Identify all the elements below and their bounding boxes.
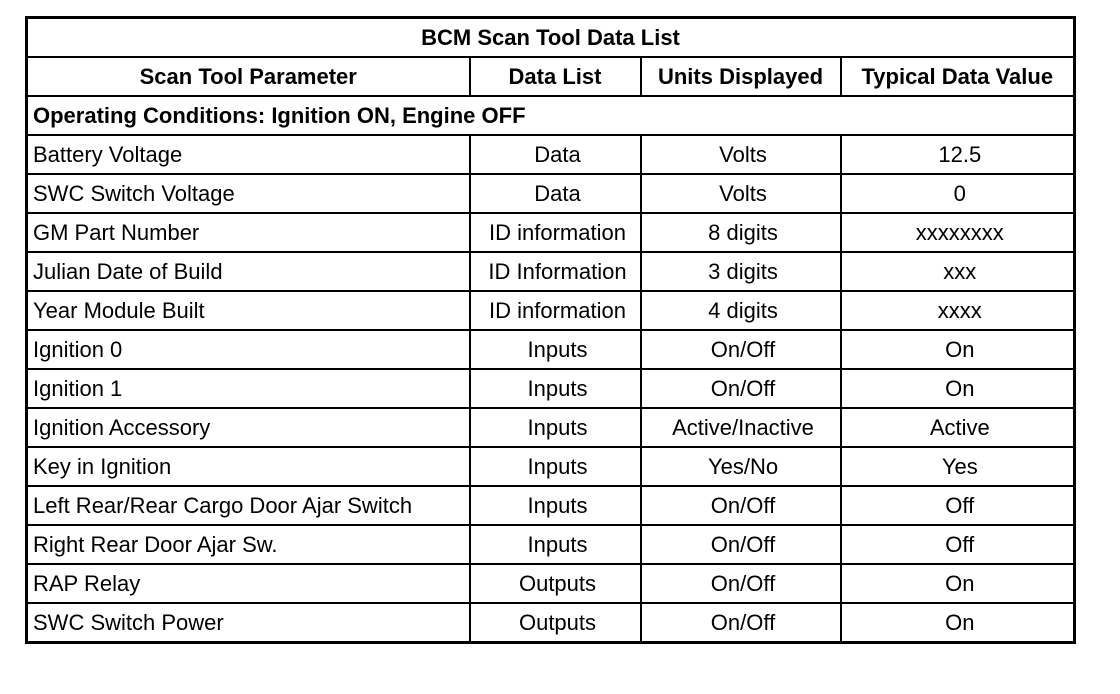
cell-data-list: Inputs (470, 408, 641, 447)
cell-typical-value: Yes (841, 447, 1075, 486)
cell-data-list: Inputs (470, 525, 641, 564)
cell-data-list: Inputs (470, 369, 641, 408)
cell-parameter: Ignition 0 (27, 330, 470, 369)
cell-data-list: ID Information (470, 252, 641, 291)
table-row (27, 174, 1075, 213)
table-row (27, 408, 1075, 447)
table-row (27, 213, 1075, 252)
table-row (27, 369, 1075, 408)
cell-parameter: SWC Switch Power (27, 603, 470, 643)
cell-typical-value: Off (841, 486, 1075, 525)
table-row (27, 525, 1075, 564)
cell-units: Yes/No (641, 447, 841, 486)
header-parameter: Scan Tool Parameter (27, 57, 470, 96)
table-title: BCM Scan Tool Data List (27, 18, 1075, 58)
cell-typical-value: On (841, 330, 1075, 369)
table-row (27, 603, 1075, 643)
cell-units: On/Off (641, 369, 841, 408)
operating-conditions: Operating Conditions: Ignition ON, Engine OFF (27, 96, 1075, 135)
cell-units: On/Off (641, 525, 841, 564)
table-row (27, 330, 1075, 369)
cell-units: 3 digits (641, 252, 841, 291)
cell-units: 8 digits (641, 213, 841, 252)
cell-parameter: Julian Date of Build (27, 252, 470, 291)
cell-units: On/Off (641, 330, 841, 369)
header-row (27, 57, 1075, 96)
header-typical-value: Typical Data Value (841, 57, 1075, 96)
cell-typical-value: 0 (841, 174, 1075, 213)
title-row (27, 18, 1075, 58)
table-row (27, 564, 1075, 603)
cell-units: On/Off (641, 564, 841, 603)
cell-data-list: Data (470, 174, 641, 213)
cell-typical-value: 12.5 (841, 135, 1075, 174)
cell-units: Active/Inactive (641, 408, 841, 447)
table-row (27, 291, 1075, 330)
cell-data-list: Data (470, 135, 641, 174)
cell-typical-value: xxxxxxxx (841, 213, 1075, 252)
table-row (27, 486, 1075, 525)
operating-conditions-row (27, 96, 1075, 135)
cell-typical-value: On (841, 369, 1075, 408)
cell-data-list: Inputs (470, 330, 641, 369)
bcm-data-table (25, 16, 1076, 644)
cell-data-list: ID information (470, 291, 641, 330)
cell-units: Volts (641, 174, 841, 213)
cell-parameter: Ignition Accessory (27, 408, 470, 447)
cell-typical-value: Off (841, 525, 1075, 564)
table-row (27, 252, 1075, 291)
cell-parameter: Key in Ignition (27, 447, 470, 486)
table-row (27, 447, 1075, 486)
cell-parameter: Left Rear/Rear Cargo Door Ajar Switch (27, 486, 470, 525)
cell-parameter: Year Module Built (27, 291, 470, 330)
cell-parameter: Battery Voltage (27, 135, 470, 174)
cell-data-list: Outputs (470, 564, 641, 603)
cell-parameter: Right Rear Door Ajar Sw. (27, 525, 470, 564)
header-units: Units Displayed (641, 57, 841, 96)
cell-data-list: Inputs (470, 447, 641, 486)
cell-typical-value: xxxx (841, 291, 1075, 330)
cell-data-list: ID information (470, 213, 641, 252)
cell-units: On/Off (641, 603, 841, 643)
cell-parameter: SWC Switch Voltage (27, 174, 470, 213)
cell-parameter: Ignition 1 (27, 369, 470, 408)
cell-parameter: RAP Relay (27, 564, 470, 603)
cell-units: 4 digits (641, 291, 841, 330)
cell-data-list: Outputs (470, 603, 641, 643)
header-data-list: Data List (470, 57, 641, 96)
cell-units: On/Off (641, 486, 841, 525)
cell-typical-value: xxx (841, 252, 1075, 291)
cell-units: Volts (641, 135, 841, 174)
cell-typical-value: Active (841, 408, 1075, 447)
cell-data-list: Inputs (470, 486, 641, 525)
cell-typical-value: On (841, 603, 1075, 643)
cell-typical-value: On (841, 564, 1075, 603)
table-row (27, 135, 1075, 174)
cell-parameter: GM Part Number (27, 213, 470, 252)
